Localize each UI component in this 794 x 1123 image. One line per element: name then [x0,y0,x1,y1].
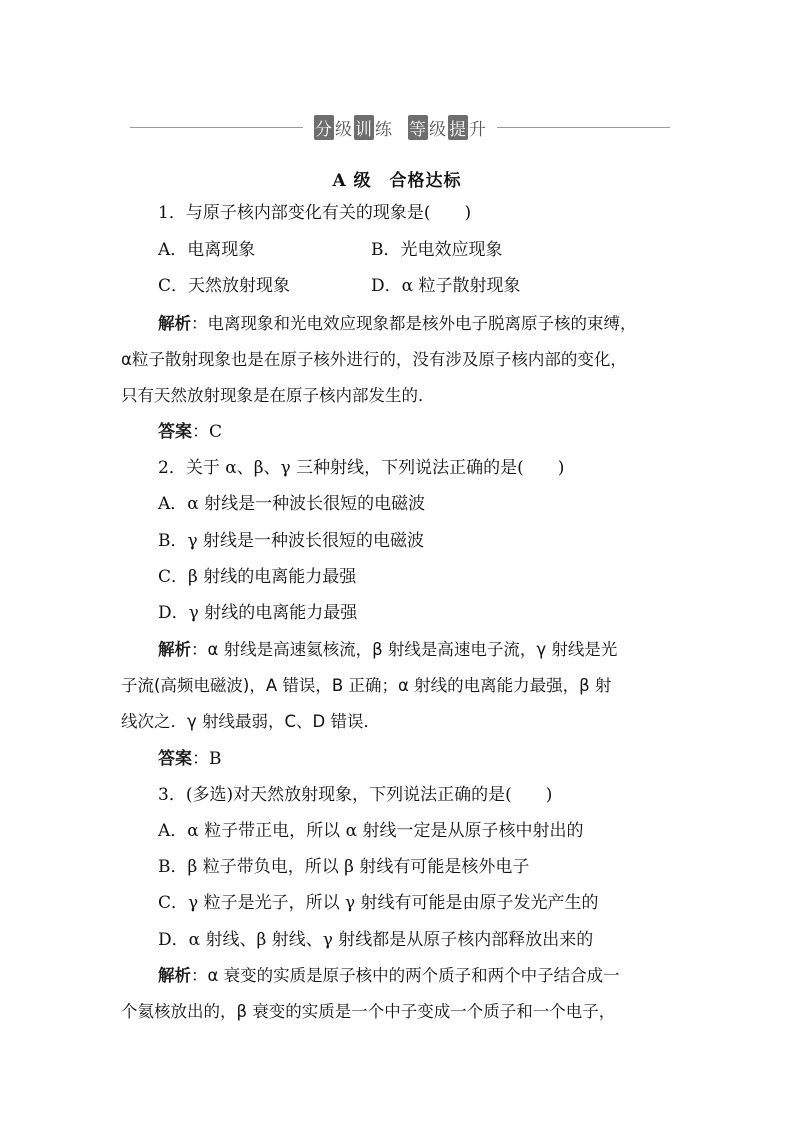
banner-char: 提 [448,115,468,140]
banner-char: 等 [408,115,428,140]
banner-char: 训 [354,115,374,140]
question-3-stem: 3．(多选)对天然放射现象，下列说法正确的是( ) [158,785,553,805]
analysis-label: 解析 [158,640,191,659]
answer-label: 答案 [158,749,192,769]
banner-right-rule [497,127,670,128]
banner-char: 级 [429,119,447,140]
question-3-option-b: B．β 粒子带负电，所以 β 射线有可能是核外电子 [158,857,530,877]
question-3-option-a: A．α 粒子带正电，所以 α 射线一定是从原子核中射出的 [158,821,584,841]
analysis-label: 解析 [158,314,191,333]
question-1-option-a: A．电离现象 [158,240,256,260]
analysis-text: ：α 射线是高速氦核流，β 射线是高速电子流，γ 射线是光 [191,640,618,659]
banner-title [303,115,497,140]
question-3-option-c: C．γ 粒子是光子，所以 γ 射线有可能是由原子发光产生的 [158,893,599,913]
question-2-option-c: C．β 射线的电离能力最强 [158,567,357,587]
question-1-option-b: B．光电效应现象 [371,240,503,260]
question-3-analysis-line-2: 个氦核放出的，β 衰变的实质是一个中子变成一个质子和一个电子， [121,1002,616,1021]
banner-char: 级 [335,119,353,140]
question-2-stem: 2．关于 α、β、γ 三种射线，下列说法正确的是( ) [158,458,565,478]
question-3-option-d: D．α 射线、β 射线、γ 射线都是从原子核内部释放出来的 [158,930,594,950]
analysis-text: ：电离现象和光电效应现象都是核外电子脱离原子核的束缚， [191,314,637,333]
banner-char: 分 [314,115,334,140]
analysis-label: 解析 [158,966,191,985]
answer-value: ：C [192,422,223,442]
question-1-analysis-line-2: α粒子散射现象也是在原子核外进行的，没有涉及原子核内部的变化， [121,350,627,369]
answer-label: 答案 [158,422,192,442]
question-1-analysis-line-1 [158,312,716,336]
section-heading: A 级 合格达标 [332,171,462,191]
answer-value: ：B [192,749,222,769]
question-2-option-b: B．γ 射线是一种波长很短的电磁波 [158,531,425,551]
question-1-analysis-line-3: 只有天然放射现象是在原子核内部发生的． [121,386,435,405]
question-1-answer [158,420,222,444]
question-1-option-c: C．天然放射现象 [158,276,291,296]
banner-left-rule [130,127,303,128]
question-2-answer [158,747,222,771]
question-3-analysis-line-1 [158,964,716,988]
analysis-text: ：α 衰变的实质是原子核中的两个质子和两个中子结合成一 [191,966,620,985]
banner-char: 练 [375,119,393,140]
banner-char: 升 [469,119,487,140]
question-1-stem: 1．与原子核内部变化有关的现象是( ) [158,203,472,223]
section-banner [130,114,670,140]
question-2-option-a: A．α 射线是一种波长很短的电磁波 [158,494,426,514]
question-2-analysis-line-1 [158,638,716,662]
question-2-option-d: D．γ 射线的电离能力最强 [158,603,358,623]
question-2-analysis-line-2: 子流(高频电磁波)，A 错误，B 正确；α 射线的电离能力最强，β 射 [121,676,612,695]
question-1-option-d: D．α 粒子散射现象 [371,276,521,296]
question-2-analysis-line-3: 线次之．γ 射线最弱，C、D 错误． [121,712,380,731]
